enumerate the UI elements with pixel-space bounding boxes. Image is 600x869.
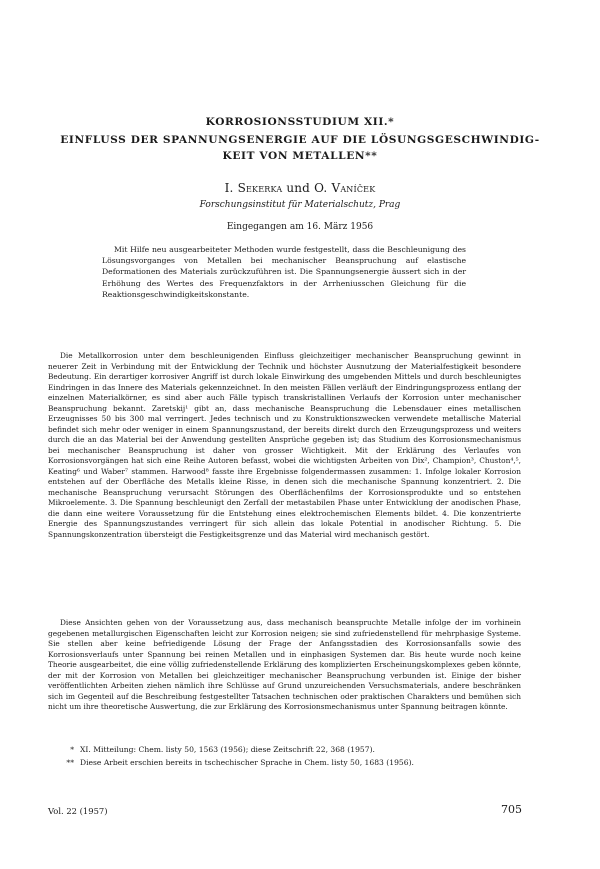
- footnote-1-mark: *: [70, 745, 74, 754]
- page-number: 705: [501, 803, 522, 816]
- footnote-1-text: XI. Mitteilung: Chem. listy 50, 1563 (1956); diese Zeitschrift 22, 368 (1957).: [80, 745, 375, 754]
- authors: [0, 181, 600, 195]
- footnote-2-mark: **: [66, 758, 74, 767]
- body-paragraph-2: Diese Ansichten gehen von der Voraussetzung aus, dass mechanisch beanspruchte Metalle infolge der im vorhinein gegebenen metallurgischen Eigenschaften leicht zur Korrosion neigen; sie sind zufriedenstellend für mehrphasige Systeme. Sie stellen aber keine befriedigende Lösung der Frage der Anfangsstadien des Korrosionsanfalls sowie des Korrosionsverlaufs unter Spannung bei reinen Metallen und in einphasigen Systemen dar. Bis heute wurde noch keine Theorie ausgearbeitet, die eine völlig zufriedenstellende Erklärung des komplizierten Erscheinungskomplexes geben könnte, der mit der Korrosion von Metallen bei gleichzeitiger mechanischer Beanspruchung verbunden ist. Einige der bisher veröffentlichten Arbeiten ziehen nämlich ihre Schlüsse auf Grund unzureichenden Versuchsmaterials, andere beschränken sich im Gegenteil auf die Beschreibung festgestellter Tatsachen technischen oder praktischen Charakters und bemühen sich nicht um ihre theoretische Auswertung, die zur Erklärung des Korrosionsmechanismus unter Spannung beitragen könnte.: [48, 618, 521, 711]
- title-line-1: KORROSIONSSTUDIUM XII.*: [205, 116, 395, 128]
- title-line-3: KEIT VON METALLEN**: [222, 150, 378, 162]
- author2-name: Vaníček: [331, 181, 376, 195]
- institute: Forschungsinstitut für Materialschutz, Prag: [199, 200, 401, 210]
- received-date: Eingegangen am 16. März 1956: [226, 222, 374, 232]
- author1-name: Sekerka: [237, 181, 283, 195]
- author1-initial: I.: [224, 181, 234, 195]
- volume-info: Vol. 22 (1957): [48, 806, 108, 816]
- footnote-2-text: Diese Arbeit erschien bereits in tschechischer Sprache in Chem. listy 50, 1683 (1956).: [80, 758, 414, 767]
- author2-initial: O.: [314, 181, 328, 195]
- abstract: Mit Hilfe neu ausgearbeiteter Methoden wurde festgestellt, dass die Beschleunigung des Lösungsvorganges von Metallen bei mechanischer Beanspruchung auf elastische Deformationen des Materials zurückzuführen ist. Die Spannungsenergie äussert sich in der Erhöhung des Wertes des Frequenzfaktors in der Arrheniusschen Gleichung für die Reaktionsgeschwindigkeitskonstante.: [102, 245, 466, 299]
- footnote-2: [48, 757, 521, 768]
- footnote-1: [48, 744, 521, 755]
- body-paragraph-1: Die Metallkorrosion unter dem beschleunigenden Einfluss gleichzeitiger mechanischer Beanspruchung gewinnt in neuerer Zeit in Verbindung mit der Entwicklung der Technik und höchster Ausnutzung der Materialfestigkeit besondere Bedeutung. Ein derartiger korrosiver Angriff ist durch lokale Einwirkung des umgebenden Mittels und durch beschleunigtes Eindringen in das Innere des Materials gekennzeichnet. In den meisten Fällen verläuft der Eindringungsprozess entlang der einzelnen Materialkörner, es sind aber auch Fälle typisch transkristallinen Verlaufs der Korrosion unter mechanischer Beanspruchung bekannt. Zaretskij¹ gibt an, dass mechanische Beanspruchung die Lebensdauer eines metallischen Erzeugnisses 50 bis 300 mal verringert. Jedes technisch und zu Konstruktionszwecken verwendete metallische Material befindet sich mehr oder weniger in einem Spannungszustand, der bereits direkt durch den Erzeugungsprozess und weiters durch die an das Material bei der Anwendung gestellten Ansprüche gegeben ist; das Studium des Korrosionsmechanismus bei mechanischer Beanspruchung ist daher von grosser Wichtigkeit. Mit der Erklärung des Verlaufes von Korrosionsvorgängen hat sich eine Reihe Autoren befasst, wobei die wichtigsten Arbeiten von Dix², Champion³, Chuston⁴,⁵, Keating⁶ und Waber⁷ stammen. Harwood⁸ fasste ihre Ergebnisse folgendermassen zusammen: 1. Infolge lokaler Korrosion entstehen auf der Oberfläche des Metalls kleine Risse, in denen sich die mechanische Spannung konzentriert. 2. Die mechanische Beanspruchung verursacht Störungen des Oberflächenfilms der Korrosionsprodukte und so entstehen Mikroelemente. 3. Die Spannung beschleunigt den Zerfall der metastabilen Phase unter Entwicklung der anodischen Phase, die dann eine weitere Voraussetzung für die Entstehung eines elektrochemischen Elements bildet. 4. Die konzentrierte Energie des Spannungszustandes verringert für sich allein das lokale Potential in anodischer Richtung. 5. Die Spannungskonzentration übersteigt die Festigkeitsgrenze und das Material wird mechanisch gestört.: [48, 351, 521, 539]
- title-line-2: EINFLUSS DER SPANNUNGSENERGIE AUF DIE LÖSUNGSGESCHWINDIG-: [60, 134, 540, 146]
- author-conjunction: und: [286, 181, 311, 195]
